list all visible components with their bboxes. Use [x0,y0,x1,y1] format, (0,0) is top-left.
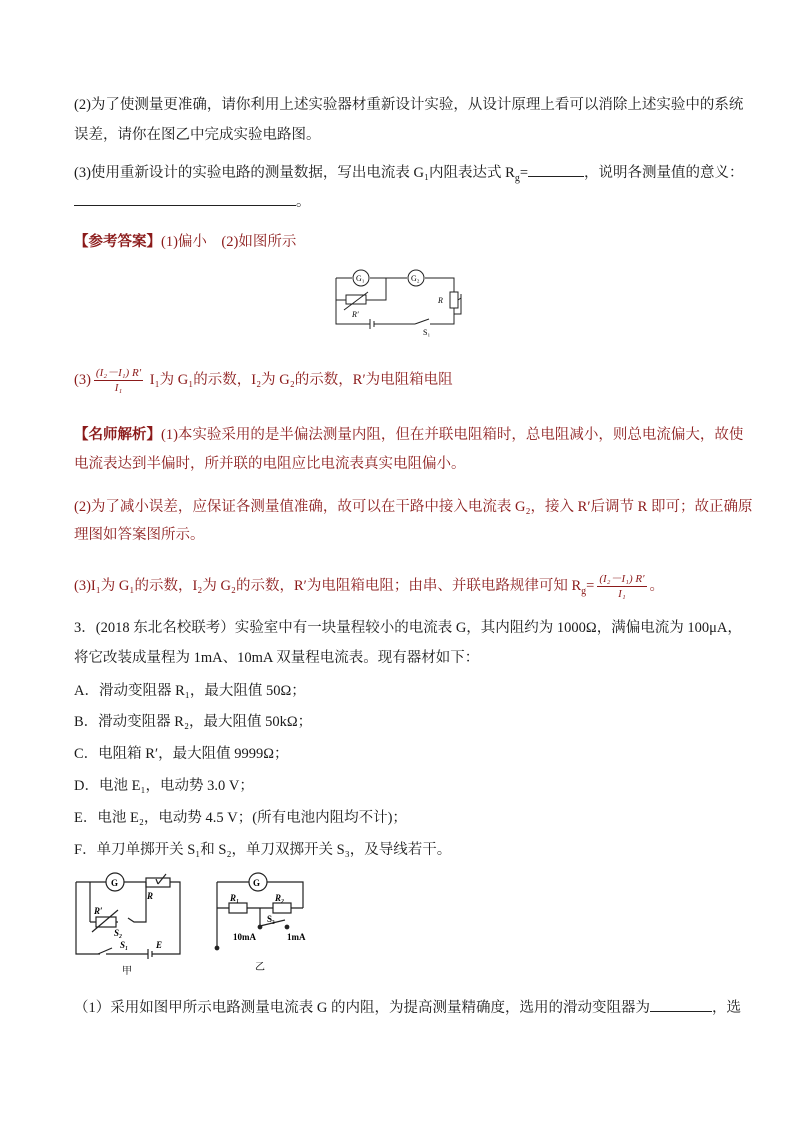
option-b: B．滑动变阻器 R₂，最大阻值 50kΩ； [74,714,313,730]
analysis-line3: (2)为了减小误差，应保证各测量值准确，故可以在干路中接入电流表 G₂，接入 R′后调节 R 即可；故正确原 [74,499,753,515]
option-f: F．单刀单掷开关 S₁和 S₂，单刀双掷开关 S₃，及导线若干。 [74,842,452,858]
question3-line1: 3．(2018 东北名校联考）实验室中有一块量程较小的电流表 G，其内阻约为 1000Ω，满偏电流为 100μA， [74,620,742,636]
analysis-line2: 电流表达到半偏时，所并联的电阻应比电流表真实电阻偏小。 [74,456,466,472]
s3-label: S₃ [267,914,275,924]
question3-part1: （1）采用如图甲所示电路测量电流表 G 的内阻，为提高测量精确度，选用的滑动变阻器为 ，选 [74,1000,741,1016]
figure-caption-yi: 乙 [255,962,265,973]
r1-label: R₁ [230,893,240,903]
g-label: G [253,878,261,888]
g1-label: G₁ [356,274,365,283]
question-2-line2: 误差，请你在图乙中完成实验电路图。 [74,127,321,143]
answer-blank-3 [650,1011,712,1012]
g2-label: G₂ [411,274,420,283]
s1-label: S₁ [423,328,431,337]
analysis-fraction: $\frac{\text{(I₂－I₁) R′}}{\text{I₁}}$ [599,573,645,601]
r-prime-label: R′ [94,906,103,916]
terminal-10ma: 10mA [233,932,256,942]
analysis-line1: 【名师解析】(1)本实验采用的是半偏法测量内阻，但在并联电阻箱时，总电阻减小，则总电流偏大，故使 [74,427,744,443]
r2-label: R₂ [275,893,285,903]
g-label: G [111,878,119,888]
analysis-line4: 理图如答案图所示。 [74,527,205,543]
analysis-tag: 【名师解析】 [74,427,161,443]
option-d: D．电池 E₁，电动势 3.0 V； [74,778,254,794]
figure-caption-jia: 甲 [122,966,132,977]
answer-fraction: $\frac{\text{(I₂－I₁) R′}}{\text{I₁}}$ [95,367,142,395]
option-e: E．电池 E₂，电动势 4.5 V；(所有电池内阻均不计)； [74,810,407,826]
answer-blank [528,176,584,177]
terminal-1ma: 1mA [287,932,306,942]
option-a: A．滑动变阻器 R₁，最大阻值 50Ω； [74,683,306,699]
answer-blank-2 [74,205,296,206]
e-label: E [156,940,163,950]
r-prime-label: R′ [352,310,359,319]
question-2-line1: (2)为了使测量更准确，请你利用上述实验器材重新设计实验，从设计原理上看可以消除上述实验中的系统 [74,97,744,113]
s2-label: S₂ [114,928,123,938]
circuit-diagram-jia [70,870,190,980]
question3-line2: 将它改装成量程为 1mA、10mA 双量程电流表。现有器材如下： [74,650,480,666]
analysis-line5: (3)I₁为 G₁的示数，I₂为 G₂的示数，R′为电阻箱电阻；由串、并联电路规律可知 $R_g=$ $\frac{\text{(I₂－I₁) R′}}{\text{I₁}}$ 。 [74,573,664,601]
option-c: C．电阻箱 R′，最大阻值 9999Ω； [74,746,289,762]
answer-3-line: (3) $\frac{\text{(I₂－I₁) R′}}{\text{I₁}}$ I₁为 G₁的示数，I₂为 G₂的示数，R′为电阻箱电阻 [74,367,453,395]
question-3-line1: (3)使用重新设计的实验电路的测量数据，写出电流表 G₁内阻表达式 $R_g=$ ，说明各测量值的意义： [74,165,744,184]
question-3-line2: 。 [74,192,311,212]
r-label: R [147,891,154,901]
answer-circuit-diagram [330,268,470,338]
r-label: R [438,296,443,305]
answer-tag: 【参考答案】 [74,234,161,250]
reference-answer: 【参考答案】(1)偏小 (2)如图所示 [74,234,297,250]
s1-label: S₁ [120,940,129,950]
circuit-diagram-yi [205,870,325,980]
